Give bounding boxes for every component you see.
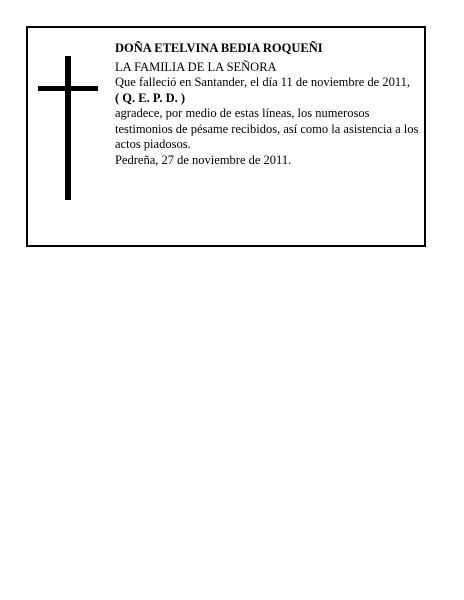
family-line: LA FAMILIA DE LA SEÑORA [115,59,277,74]
deceased-name: DOÑA ETELVINA BEDIA ROQUEÑI [115,41,323,55]
cross-icon [38,56,98,200]
place-date-line: Pedreña, 27 de noviembre de 2011. [115,152,292,167]
death-line: Que falleció en Santander, el día 11 de noviembre de 2011, [115,75,410,89]
obituary-notice [26,26,426,247]
qepd-line: ( Q. E. P. D. ) [115,90,186,105]
notice-text [115,41,420,168]
cross-vertical-bar [65,56,71,200]
cross-horizontal-bar [38,86,98,91]
thanks-line: agradece, por medio de estas líneas, los numerosos testimonios de pésame recibidos, así como la asistencia a los actos piadosos. [115,106,419,151]
